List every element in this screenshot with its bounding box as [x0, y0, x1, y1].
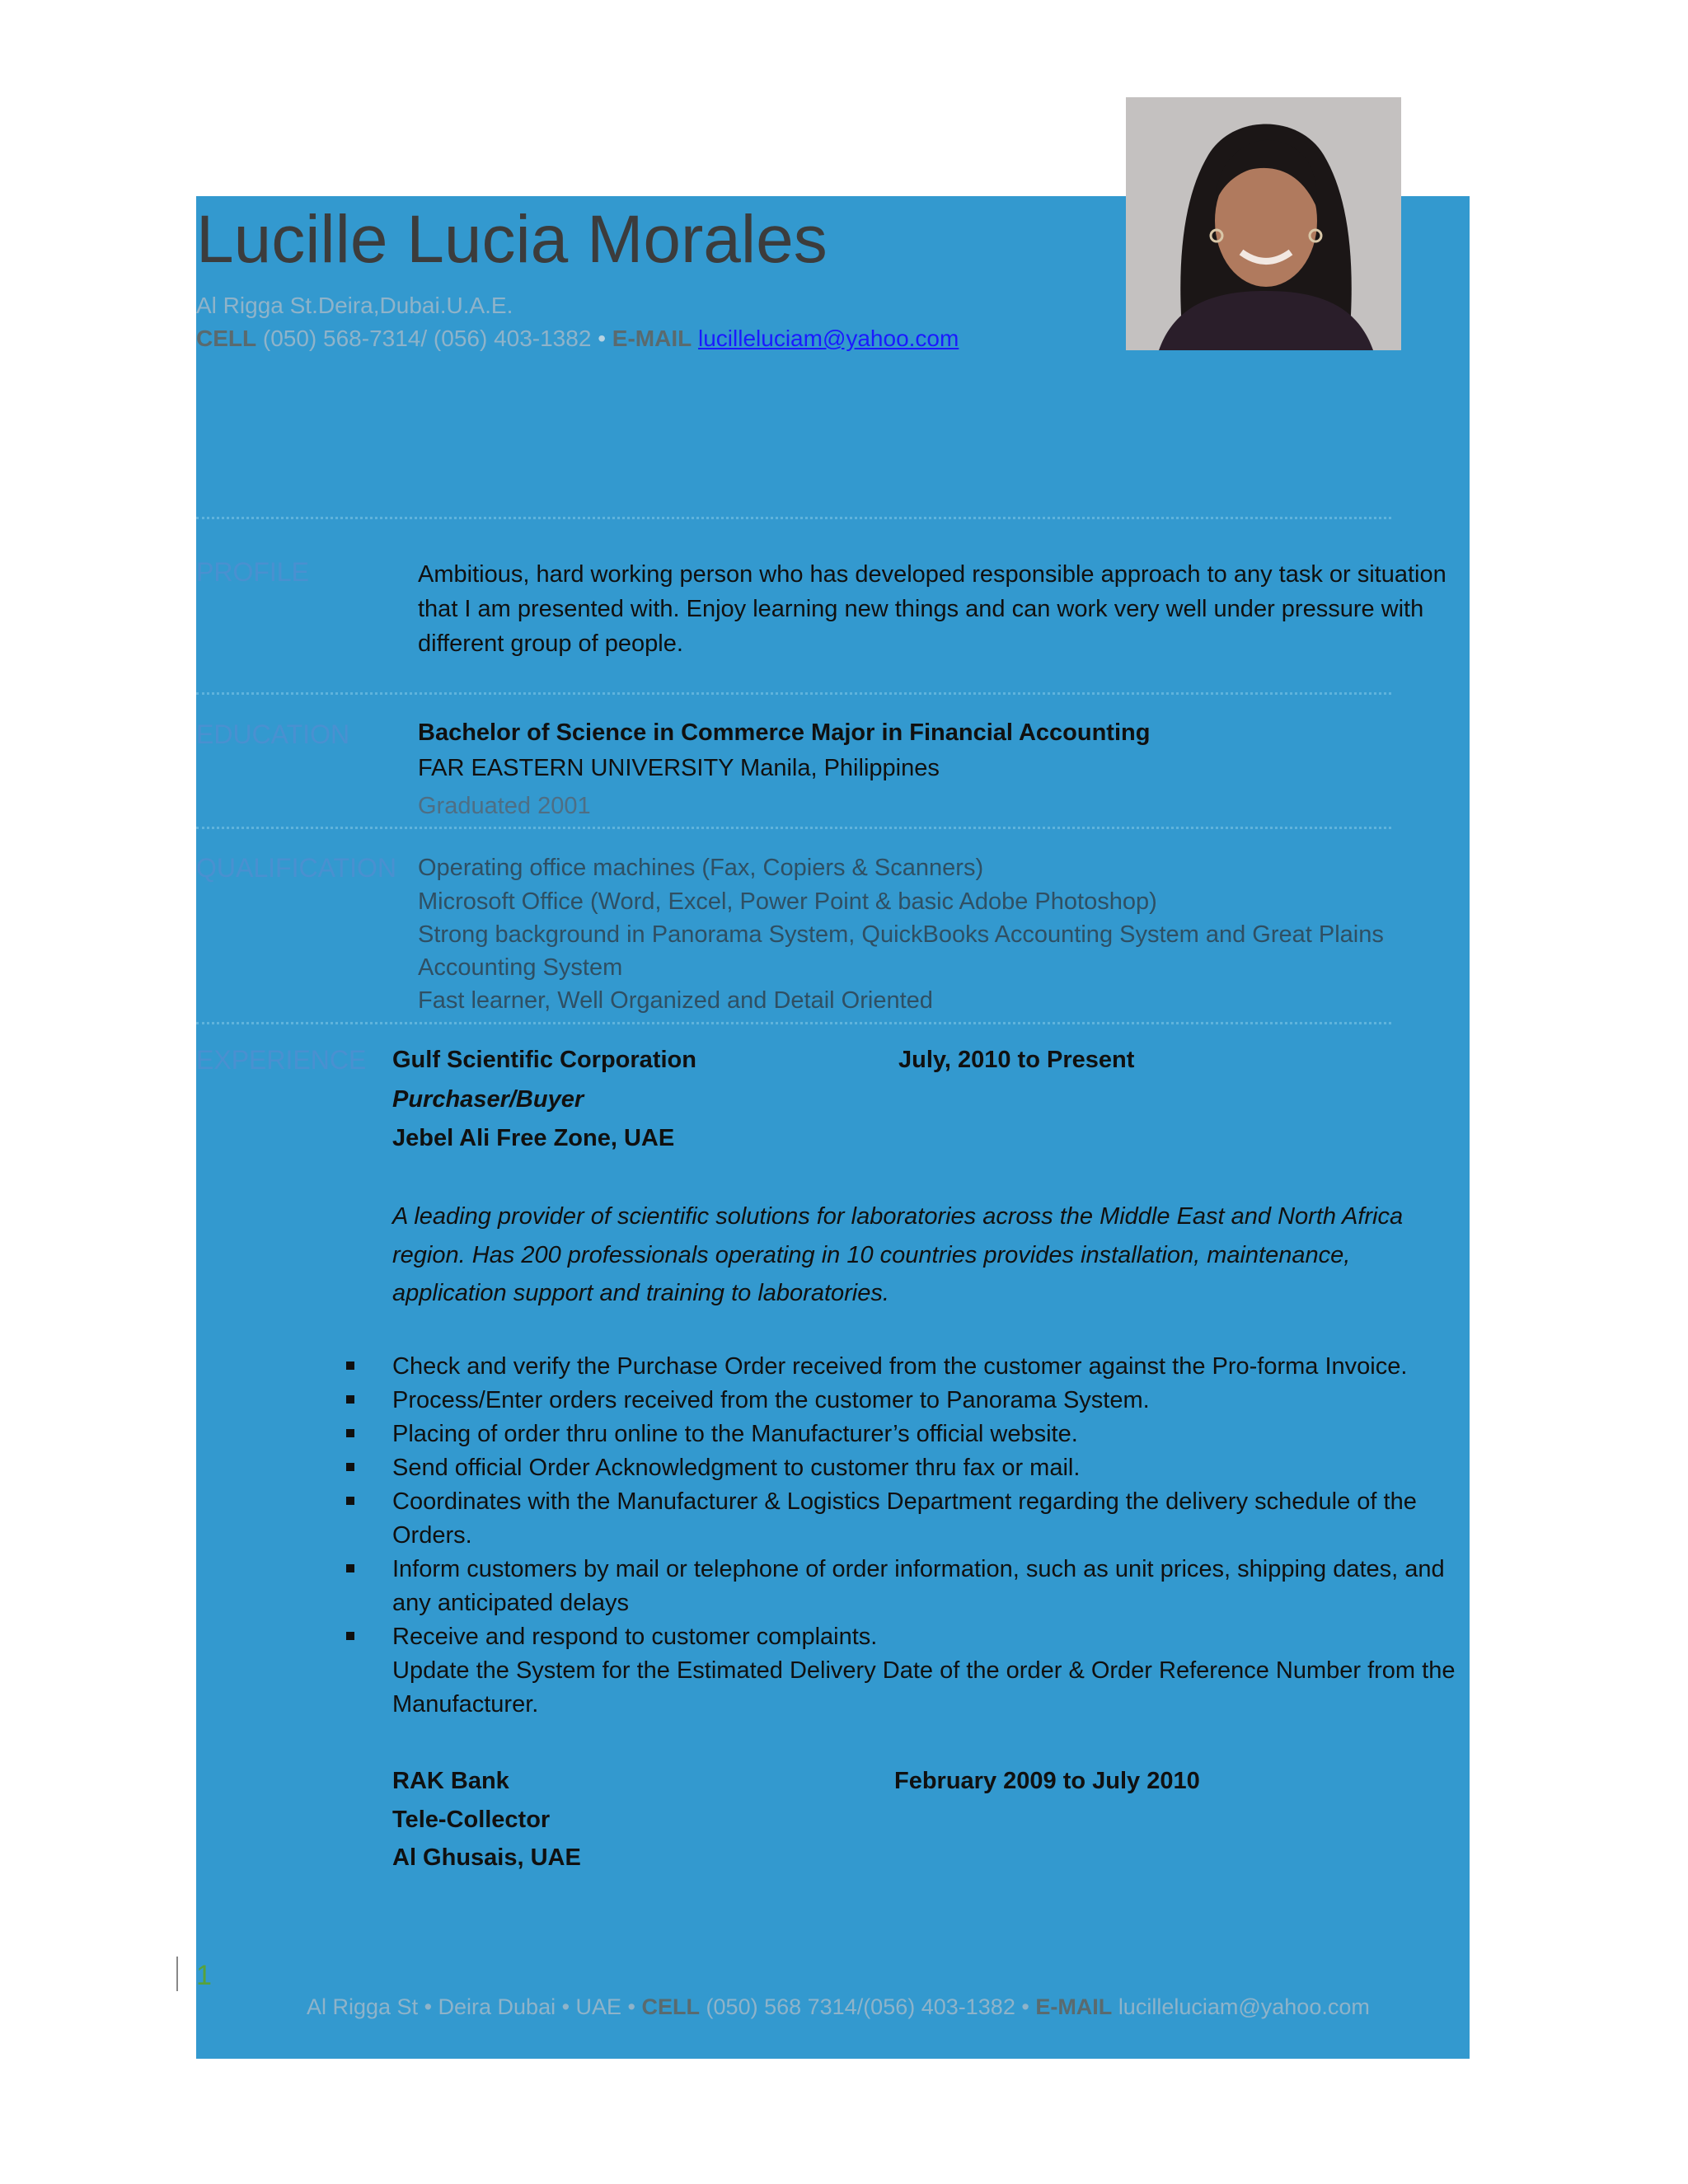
job1-description-line: A leading provider of scientific solutions for laboratories across the Middle East and North Africa [392, 1203, 1404, 1230]
divider [196, 1022, 1391, 1024]
qualification-item: Microsoft Office (Word, Excel, Power Point & basic Adobe Photoshop) [418, 888, 1157, 915]
qualification-item: Strong background in Panorama System, QuickBooks Accounting System and Great Plains [418, 921, 1384, 948]
portrait-image [1126, 97, 1401, 350]
list-item [346, 1553, 1475, 1620]
job1-description-line: region. Has 200 professionals operating in 10 countries provides installation, maintenance, [392, 1242, 1351, 1268]
education-degree: Bachelor of Science in Commerce Major in Financial Accounting [418, 719, 1151, 746]
experience-label: EXPERIENCE [196, 1045, 367, 1075]
bullet-icon [346, 1463, 354, 1471]
header-address: Al Rigga St.Deira,Dubai.U.A.E. [196, 293, 513, 318]
list-item [346, 1350, 1475, 1384]
divider [196, 517, 1391, 519]
list-item [346, 1620, 1475, 1654]
duty-text: Coordinates with the Manufacturer & Logistics Department regarding the delivery schedule of the Orders. [392, 1488, 1417, 1549]
duty-text: Receive and respond to customer complaints. [392, 1624, 878, 1650]
bullet-icon [346, 1395, 354, 1404]
duty-text: Inform customers by mail or telephone of order information, such as unit prices, shipping dates, and any anticipated delays [392, 1556, 1445, 1616]
job1-dates: July, 2010 to Present [898, 1047, 1135, 1073]
cell-value: (050) 568-7314/ (056) 403-1382 [262, 326, 592, 351]
education-graduated: Graduated 2001 [418, 793, 591, 819]
job1-duties-list [346, 1350, 1475, 1722]
list-item [346, 1654, 1475, 1722]
page-number-bar [176, 1957, 178, 1991]
footer-address: Al Rigga St • Deira Dubai • UAE • [307, 1994, 636, 2019]
email-label: E-MAIL [612, 326, 692, 351]
bullet-icon [346, 1429, 354, 1437]
cell-label: CELL [196, 326, 257, 351]
job1-company: Gulf Scientific Corporation [392, 1047, 696, 1073]
qualification-item: Operating office machines (Fax, Copiers & Scanners) [418, 855, 984, 881]
qualification-item: Accounting System [418, 954, 623, 981]
bullet-icon [346, 1564, 354, 1572]
duty-text: Process/Enter orders received from the customer to Panorama System. [392, 1387, 1150, 1413]
divider [196, 692, 1391, 695]
footer-email-label: E-MAIL [1035, 1994, 1113, 2019]
list-item [346, 1384, 1475, 1418]
education-school: FAR EASTERN UNIVERSITY Manila, Philippines [418, 755, 940, 781]
duty-text: Update the System for the Estimated Delivery Date of the order & Order Reference Number from the Manufacturer. [392, 1657, 1456, 1718]
duty-text: Placing of order thru online to the Manufacturer’s official website. [392, 1421, 1078, 1447]
duty-text: Check and verify the Purchase Order received from the customer against the Pro-forma Invoice. [392, 1353, 1408, 1380]
list-item [346, 1485, 1475, 1553]
footer-contact [307, 1994, 1370, 2020]
job2-location: Al Ghusais, UAE [392, 1844, 581, 1871]
job1-location: Jebel Ali Free Zone, UAE [392, 1125, 675, 1151]
footer-cell-label: CELL [641, 1994, 701, 2019]
bullet-icon [346, 1632, 354, 1640]
profile-text: Ambitious, hard working person who has developed responsible approach to any task or situation that I am presented with. Enjoy learning new things and can work very well under pressure with different group of people. [418, 561, 1447, 657]
job2-title: Tele-Collector [392, 1807, 551, 1833]
profile-label: PROFILE [196, 557, 309, 587]
list-item [346, 1451, 1475, 1485]
job2-company: RAK Bank [392, 1768, 509, 1794]
resume-background [196, 196, 1470, 2059]
duty-text: Send official Order Acknowledgment to customer thru fax or mail. [392, 1455, 1081, 1481]
page-number: 1 [196, 1960, 212, 1991]
footer-cell-value: (050) 568 7314/(056) 403-1382 • [706, 1994, 1029, 2019]
qualification-label: QUALIFICATION [196, 853, 396, 883]
divider [196, 827, 1391, 829]
qualification-item: Fast learner, Well Organized and Detail Oriented [418, 987, 933, 1014]
job1-description-line: application support and training to laboratories. [392, 1280, 889, 1306]
job1-title: Purchaser/Buyer [392, 1086, 584, 1113]
separator: • [598, 326, 606, 351]
list-item [346, 1418, 1475, 1451]
footer-email-value: lucilleluciam@yahoo.com [1118, 1994, 1370, 2019]
job2-dates: February 2009 to July 2010 [894, 1768, 1200, 1794]
bullet-icon [346, 1361, 354, 1370]
header-contact [196, 326, 959, 352]
education-label: EDUCATION [196, 719, 350, 749]
candidate-name: Lucille Lucia Morales [196, 202, 828, 277]
profile-photo [1126, 97, 1401, 350]
email-link[interactable]: lucilleluciam@yahoo.com [698, 326, 959, 351]
bullet-icon [346, 1497, 354, 1505]
